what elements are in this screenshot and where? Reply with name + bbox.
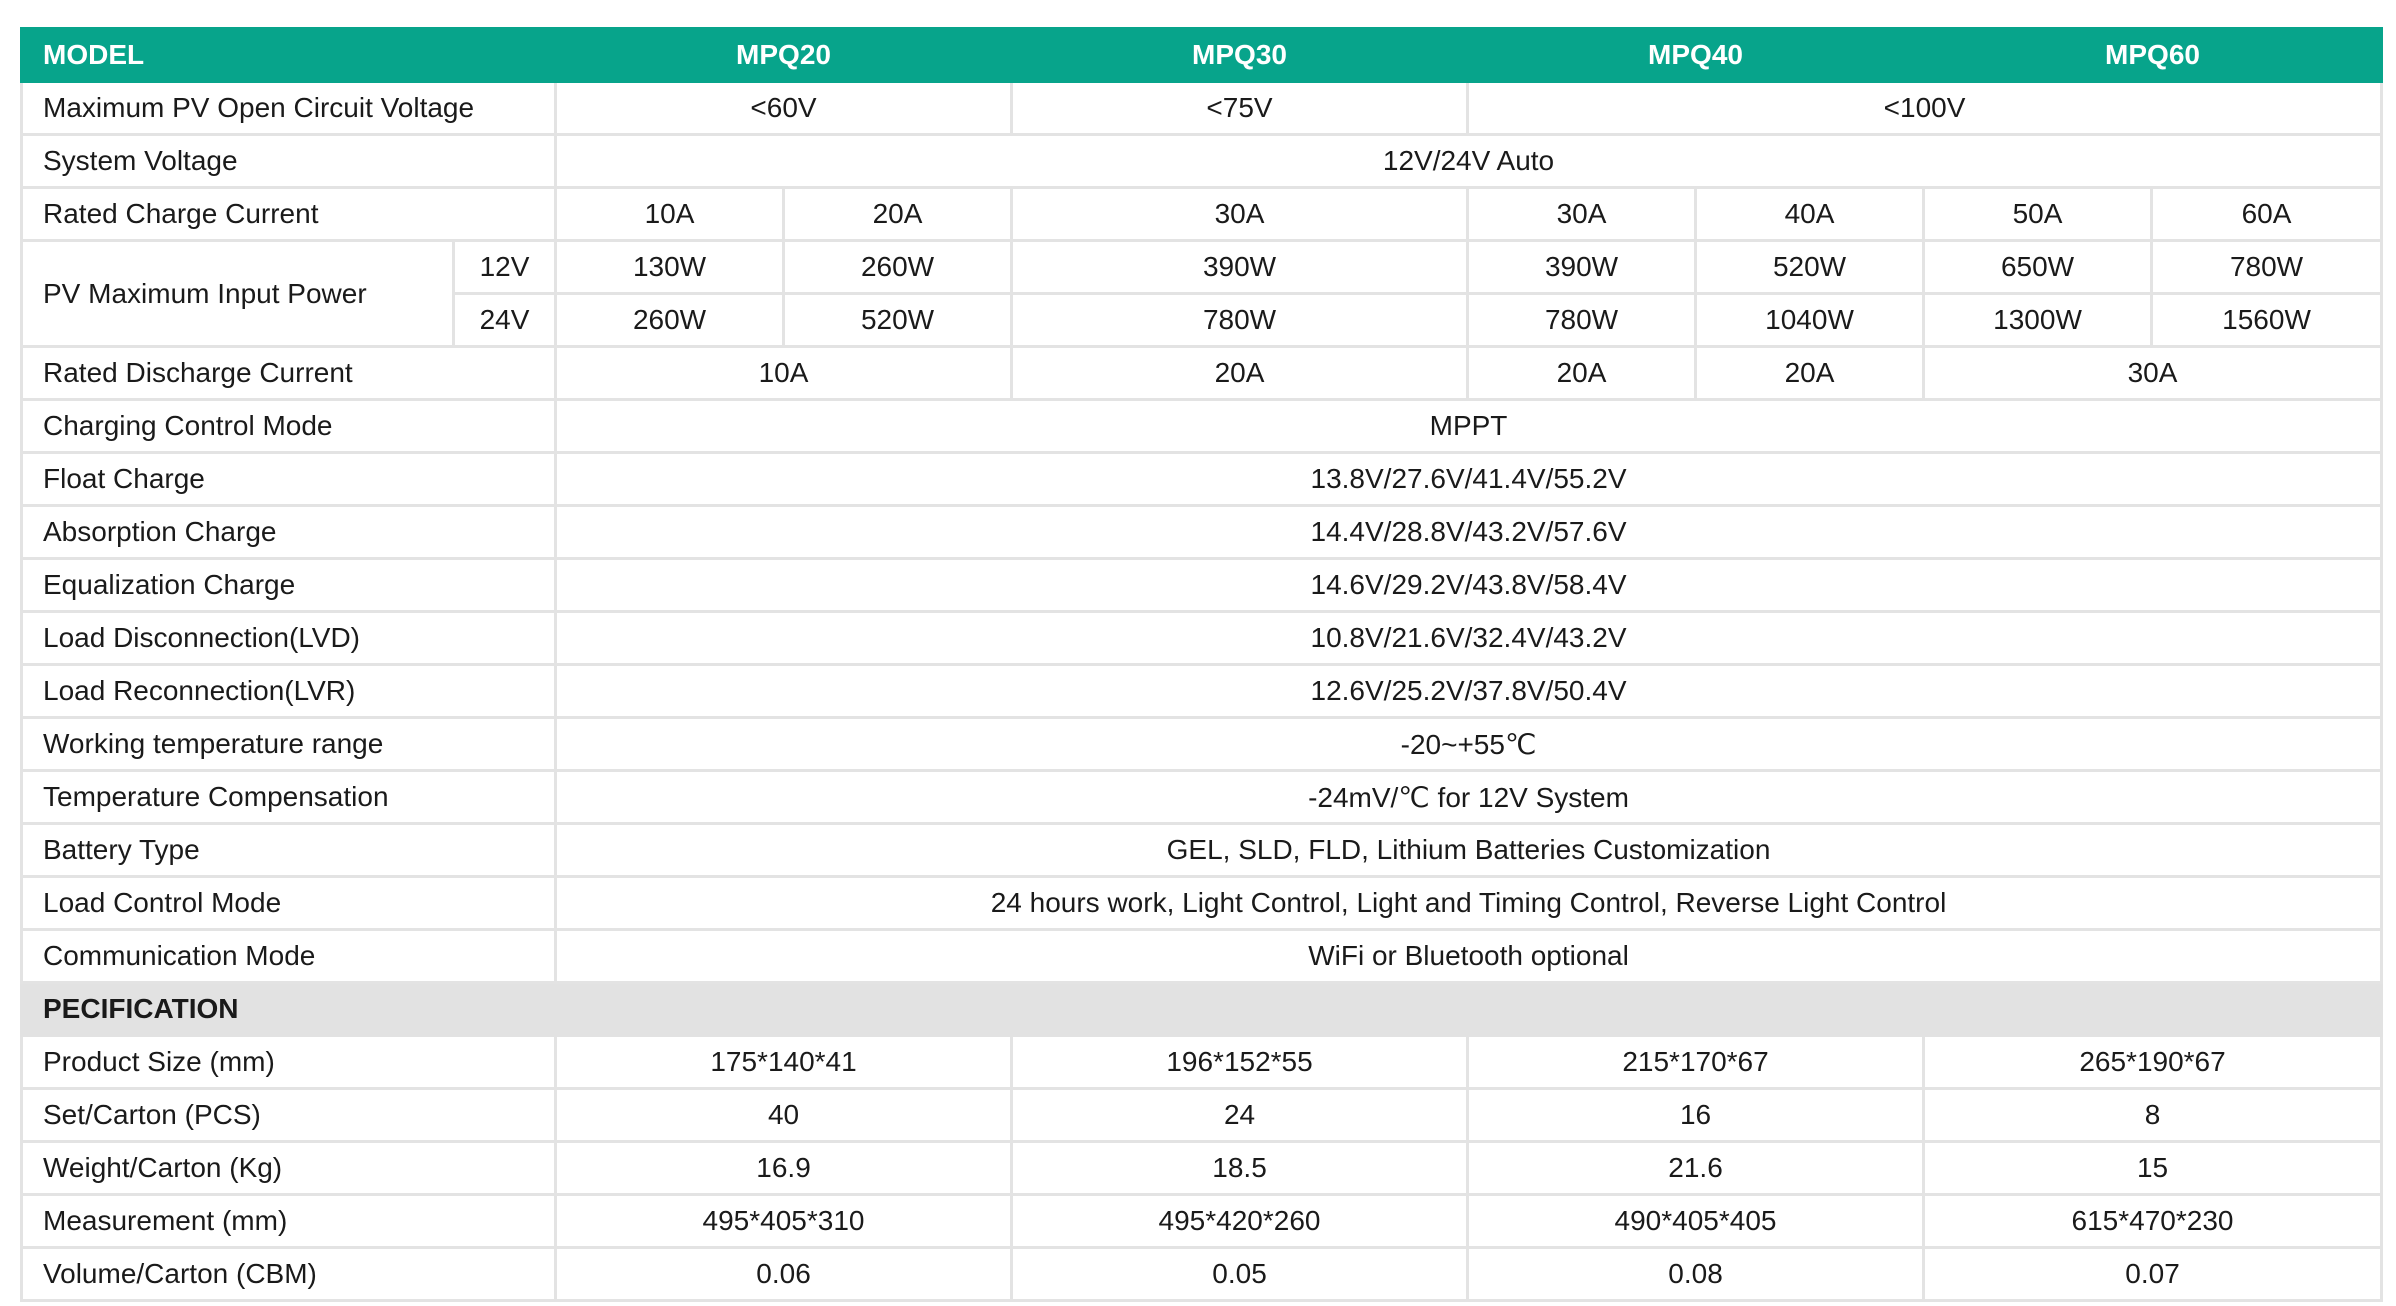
cell-value: 16 <box>1468 1089 1924 1142</box>
cell-value: 20A <box>1468 347 1696 400</box>
row-label: Load Disconnection(LVD) <box>22 612 556 665</box>
cell-value: 30A <box>1924 347 2382 400</box>
cell-value: 1560W <box>2152 294 2382 347</box>
cell-value: 20A <box>1012 347 1468 400</box>
cell-value: <60V <box>556 82 1012 135</box>
section-title: PECIFICATION <box>22 983 2382 1036</box>
row-volume-carton <box>22 1248 2382 1301</box>
row-absorption-charge <box>22 506 2382 559</box>
cell-value: WiFi or Bluetooth optional <box>556 930 2382 983</box>
row-working-temperature <box>22 718 2382 771</box>
row-label: Set/Carton (PCS) <box>22 1089 556 1142</box>
cell-value: 0.05 <box>1012 1248 1468 1301</box>
model-mpq30: MPQ30 <box>1012 29 1468 82</box>
row-label: Temperature Compensation <box>22 771 556 824</box>
cell-value: 13.8V/27.6V/41.4V/55.2V <box>556 453 2382 506</box>
model-mpq20: MPQ20 <box>556 29 1012 82</box>
row-weight-carton <box>22 1142 2382 1195</box>
cell-value: 20A <box>1696 347 1924 400</box>
cell-value: 0.06 <box>556 1248 1012 1301</box>
row-product-size <box>22 1036 2382 1089</box>
row-float-charge <box>22 453 2382 506</box>
row-label: Weight/Carton (Kg) <box>22 1142 556 1195</box>
row-charging-control-mode <box>22 400 2382 453</box>
row-label: Product Size (mm) <box>22 1036 556 1089</box>
cell-value: 215*170*67 <box>1468 1036 1924 1089</box>
voltage-label-12v: 12V <box>454 241 556 294</box>
cell-value: 520W <box>1696 241 1924 294</box>
row-label: Maximum PV Open Circuit Voltage <box>22 82 556 135</box>
cell-value: 10A <box>556 188 784 241</box>
cell-value: 50A <box>1924 188 2152 241</box>
cell-value: 0.07 <box>1924 1248 2382 1301</box>
cell-value: 650W <box>1924 241 2152 294</box>
cell-value: 14.6V/29.2V/43.8V/58.4V <box>556 559 2382 612</box>
cell-value: 1300W <box>1924 294 2152 347</box>
header-row <box>22 29 2382 82</box>
cell-value: 0.08 <box>1468 1248 1924 1301</box>
cell-value: 260W <box>556 294 784 347</box>
row-temperature-compensation <box>22 771 2382 824</box>
cell-value: 780W <box>2152 241 2382 294</box>
cell-value: 495*405*310 <box>556 1195 1012 1248</box>
model-mpq60: MPQ60 <box>1924 29 2382 82</box>
cell-value: 21.6 <box>1468 1142 1924 1195</box>
cell-value: 490*405*405 <box>1468 1195 1924 1248</box>
cell-value: GEL, SLD, FLD, Lithium Batteries Customization <box>556 824 2382 877</box>
cell-value: 1040W <box>1696 294 1924 347</box>
row-rated-charge-current <box>22 188 2382 241</box>
row-label: Equalization Charge <box>22 559 556 612</box>
cell-value: 16.9 <box>556 1142 1012 1195</box>
cell-value: 780W <box>1012 294 1468 347</box>
cell-value: 780W <box>1468 294 1696 347</box>
row-label: Absorption Charge <box>22 506 556 559</box>
cell-value: 260W <box>784 241 1012 294</box>
cell-value: 10.8V/21.6V/32.4V/43.2V <box>556 612 2382 665</box>
row-label: System Voltage <box>22 135 556 188</box>
row-set-carton <box>22 1089 2382 1142</box>
cell-value: 12.6V/25.2V/37.8V/50.4V <box>556 665 2382 718</box>
row-label: Communication Mode <box>22 930 556 983</box>
row-battery-type <box>22 824 2382 877</box>
cell-value: 615*470*230 <box>1924 1195 2382 1248</box>
cell-value: MPPT <box>556 400 2382 453</box>
row-rated-discharge-current <box>22 347 2382 400</box>
row-load-reconnection <box>22 665 2382 718</box>
cell-value: 18.5 <box>1012 1142 1468 1195</box>
cell-value: -24mV/℃ for 12V System <box>556 771 2382 824</box>
model-header: MODEL <box>22 29 556 82</box>
cell-value: 24 <box>1012 1089 1468 1142</box>
row-load-control-mode <box>22 877 2382 930</box>
row-pv-open-circuit <box>22 82 2382 135</box>
cell-value: 20A <box>784 188 1012 241</box>
cell-value: 40A <box>1696 188 1924 241</box>
row-label: Charging Control Mode <box>22 400 556 453</box>
row-label: Volume/Carton (CBM) <box>22 1248 556 1301</box>
cell-value: 390W <box>1468 241 1696 294</box>
row-label: Measurement (mm) <box>22 1195 556 1248</box>
row-system-voltage <box>22 135 2382 188</box>
cell-value: 12V/24V Auto <box>556 135 2382 188</box>
row-communication-mode <box>22 930 2382 983</box>
row-label: Load Reconnection(LVR) <box>22 665 556 718</box>
cell-value: <100V <box>1468 82 2382 135</box>
cell-value: 30A <box>1012 188 1468 241</box>
cell-value: 60A <box>2152 188 2382 241</box>
row-label: Load Control Mode <box>22 877 556 930</box>
cell-value: 495*420*260 <box>1012 1195 1468 1248</box>
cell-value: 40 <box>556 1089 1012 1142</box>
row-pv-max-input-12v <box>22 241 2382 294</box>
row-label: Rated Discharge Current <box>22 347 556 400</box>
cell-value: 520W <box>784 294 1012 347</box>
cell-value: 24 hours work, Light Control, Light and Timing Control, Reverse Light Control <box>556 877 2382 930</box>
row-label: Working temperature range <box>22 718 556 771</box>
cell-value: 390W <box>1012 241 1468 294</box>
cell-value: 8 <box>1924 1089 2382 1142</box>
cell-value: 130W <box>556 241 784 294</box>
cell-value: -20~+55℃ <box>556 718 2382 771</box>
row-measurement <box>22 1195 2382 1248</box>
spec-table <box>20 27 2383 1302</box>
cell-value: 175*140*41 <box>556 1036 1012 1089</box>
voltage-label-24v: 24V <box>454 294 556 347</box>
cell-value: 15 <box>1924 1142 2382 1195</box>
row-label: Battery Type <box>22 824 556 877</box>
row-label: Float Charge <box>22 453 556 506</box>
row-equalization-charge <box>22 559 2382 612</box>
cell-value: 10A <box>556 347 1012 400</box>
section-row-specification <box>22 983 2382 1036</box>
spec-table-container <box>20 27 2380 1302</box>
cell-value: 30A <box>1468 188 1696 241</box>
cell-value: 14.4V/28.8V/43.2V/57.6V <box>556 506 2382 559</box>
row-load-disconnection <box>22 612 2382 665</box>
model-mpq40: MPQ40 <box>1468 29 1924 82</box>
row-label: Rated Charge Current <box>22 188 556 241</box>
cell-value: <75V <box>1012 82 1468 135</box>
cell-value: 196*152*55 <box>1012 1036 1468 1089</box>
cell-value: 265*190*67 <box>1924 1036 2382 1089</box>
row-label: PV Maximum Input Power <box>22 241 454 347</box>
